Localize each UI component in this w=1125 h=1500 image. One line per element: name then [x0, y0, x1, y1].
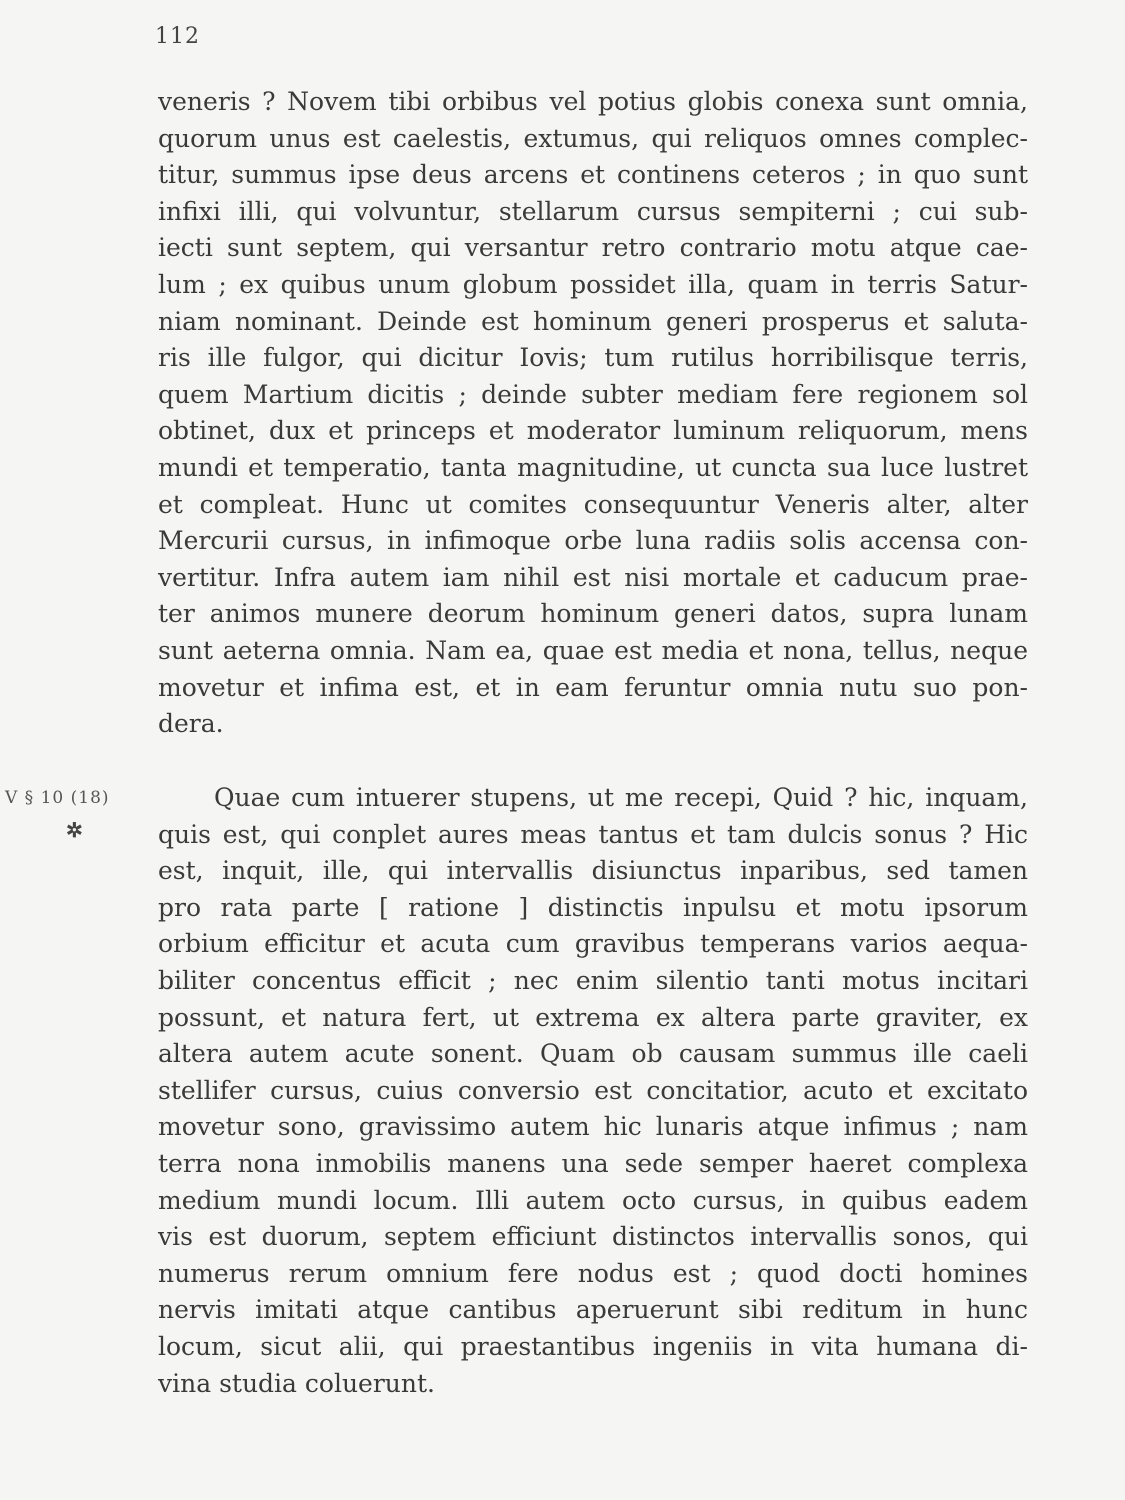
text-line: quis est, qui conplet aures meas tantus et tam dulcis sonus ? Hic [158, 819, 1028, 849]
paragraph-1 [158, 84, 1028, 743]
text-line: iecti sunt septem, qui versantur retro contrario motu atque cae- [158, 233, 1028, 263]
text-line: vina studia coluerunt. [158, 1368, 435, 1398]
text-line: ter animos munere deorum hominum generi datos, supra lunam [158, 599, 1028, 629]
text-line: dera. [158, 709, 224, 739]
margin-annotation-mark: ✲ [66, 818, 83, 842]
text-line: medium mundi locum. Illi autem octo cursus, in quibus eadem [158, 1185, 1028, 1215]
text-line: quem Martium dicitis ; deinde subter mediam fere regionem sol [158, 379, 1028, 409]
text-line: pro rata parte [ ratione ] distinctis inpulsu et motu ipsorum [158, 892, 1028, 922]
text-line: terra nona inmobilis manens una sede semper haeret complexa [158, 1148, 1028, 1178]
text-line: est, inquit, ille, qui intervallis disiunctus inparibus, sed tamen [158, 856, 1028, 886]
text-line: movetur sono, gravissimo autem hic lunaris atque infimus ; nam [158, 1112, 1028, 1142]
page-number: 112 [155, 24, 200, 49]
text-line: vis est duorum, septem efficiunt distinctos intervallis sonos, qui [158, 1222, 1028, 1252]
text-line: movetur et infima est, et in eam feruntur omnia nutu suo pon- [158, 672, 1028, 702]
text-line: quorum unus est caelestis, extumus, qui reliquos omnes complec- [158, 123, 1028, 153]
text-line: locum, sicut alii, qui praestantibus ingeniis in vita humana di- [158, 1331, 1028, 1361]
text-line: numerus rerum omnium fere nodus est ; quod docti homines [158, 1258, 1028, 1288]
text-line: vertitur. Infra autem iam nihil est nisi mortale et caducum prae- [158, 562, 1028, 592]
text-line: titur, summus ipse deus arcens et continens ceteros ; in quo sunt [158, 160, 1028, 190]
text-line: niam nominant. Deinde est hominum generi prosperus et saluta- [158, 306, 1028, 336]
margin-section-reference: V § 10 (18) [5, 788, 110, 808]
text-line: orbium efficitur et acuta cum gravibus temperans varios aequa- [158, 929, 1028, 959]
text-line: Quae cum intuerer stupens, ut me recepi, Quid ? hic, inquam, [214, 783, 1028, 812]
text-line: possunt, et natura fert, ut extrema ex altera parte graviter, ex [158, 1002, 1028, 1032]
text-line: mundi et temperatio, tanta magnitudine, ut cuncta sua luce lustret [158, 452, 1028, 482]
text-line: ris ille fulgor, qui dicitur Iovis; tum rutilus horribilisque terris, [158, 343, 1028, 373]
paragraph-2 [158, 780, 1028, 1402]
text-line: et compleat. Hunc ut comites consequuntur Veneris alter, alter [158, 489, 1028, 519]
text-line: sunt aeterna omnia. Nam ea, quae est media et nona, tellus, neque [158, 635, 1028, 665]
text-line: stellifer cursus, cuius conversio est concitatior, acuto et excitato [158, 1075, 1028, 1105]
text-line: nervis imitati atque cantibus aperuerunt sibi reditum in hunc [158, 1295, 1028, 1325]
text-line: lum ; ex quibus unum globum possidet illa, quam in terris Satur- [158, 269, 1028, 299]
text-line: infixi illi, qui volvuntur, stellarum cursus sempiterni ; cui sub- [158, 196, 1028, 226]
text-line: altera autem acute sonent. Quam ob causam summus ille caeli [158, 1039, 1028, 1069]
text-line: biliter concentus efficit ; nec enim silentio tanti motus incitari [158, 965, 1028, 995]
text-line: obtinet, dux et princeps et moderator luminum reliquorum, mens [158, 416, 1028, 446]
text-line: veneris ? Novem tibi orbibus vel potius globis conexa sunt omnia, [158, 87, 1028, 116]
text-line: Mercurii cursus, in infimoque orbe luna radiis solis accensa con- [158, 526, 1028, 556]
